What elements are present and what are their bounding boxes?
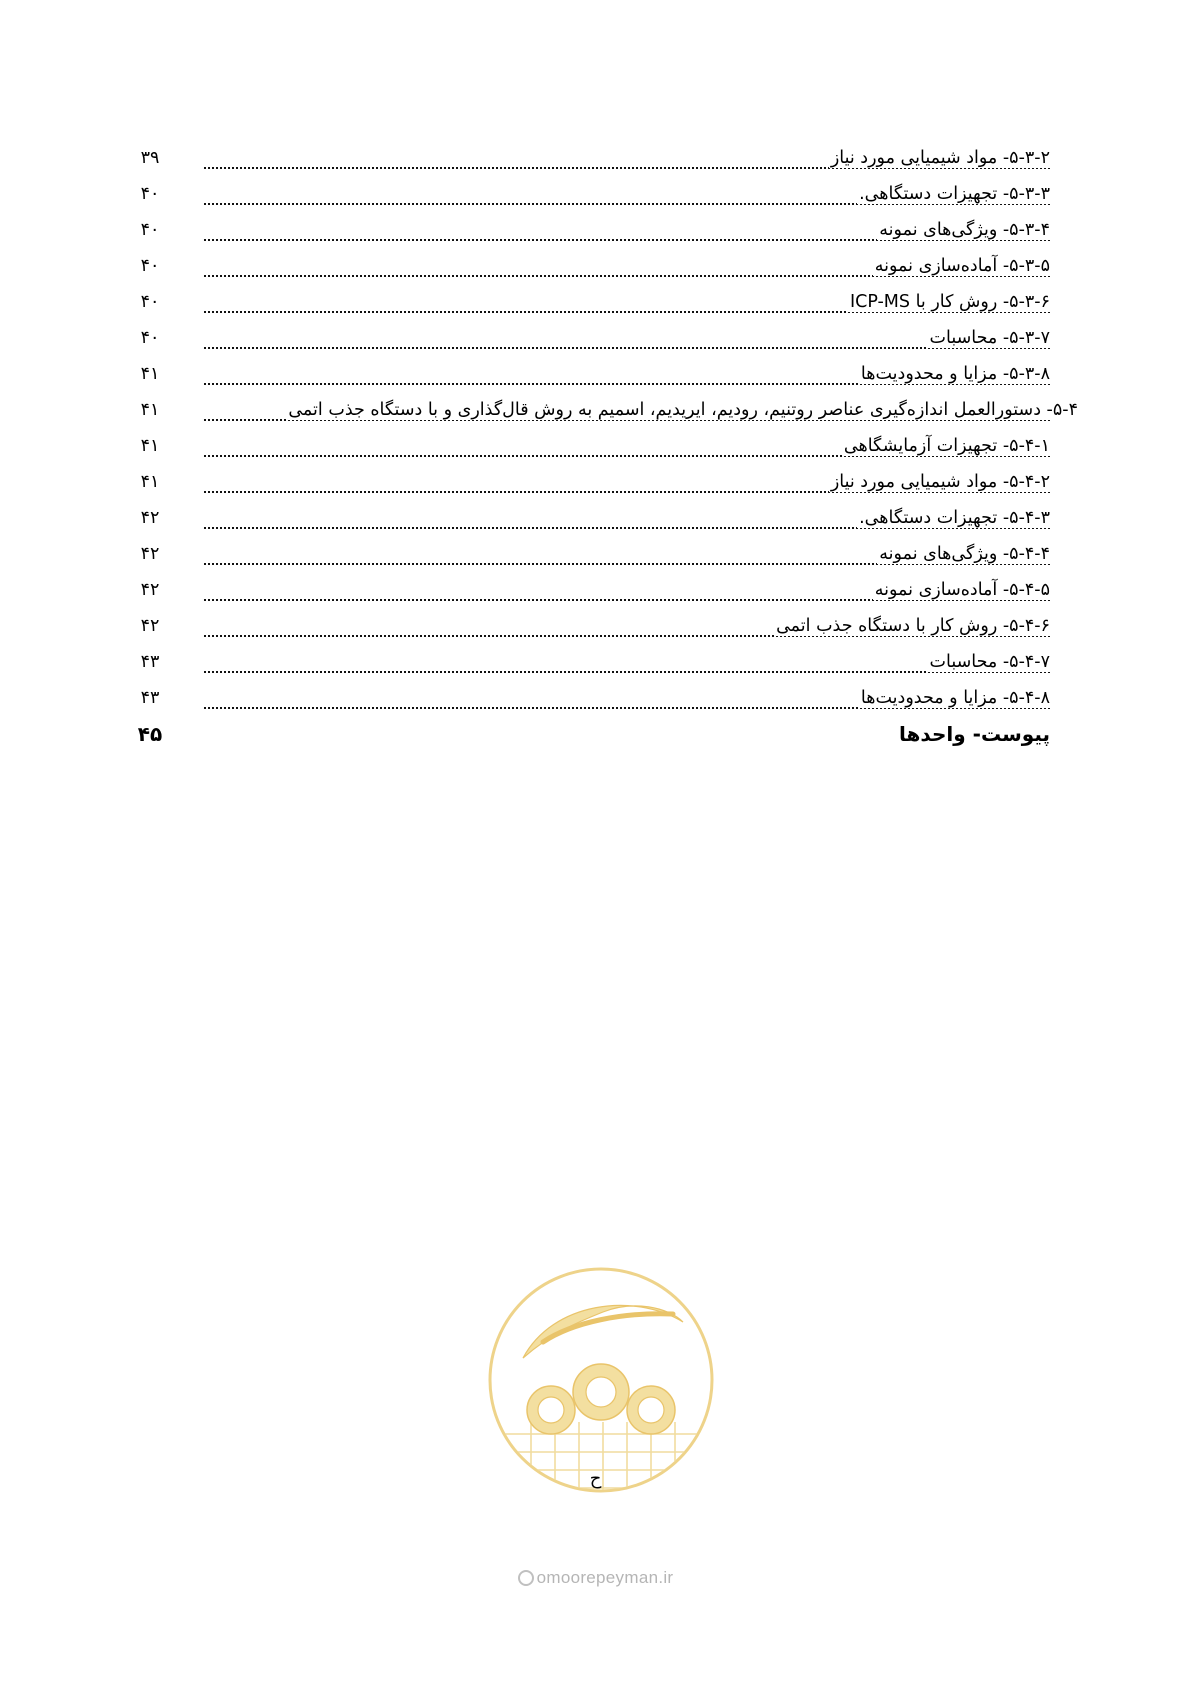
toc-entry-page: ۴۱: [140, 436, 160, 456]
toc-entry-page: ۴۰: [140, 292, 160, 312]
toc-entry-page: ۴۱: [140, 364, 160, 384]
toc-entry-title: ۵-۴-۲- مواد شیمیایی مورد نیاز: [830, 472, 1050, 492]
toc-entry[interactable]: [130, 470, 1050, 506]
toc-entry-title: ۵-۴- دستورالعمل اندازه‌گیری عناصر روتنیم، رودیم، ایریدیم، اسمیم به روش قال‌گذاری و با دستگاه جذب اتمی: [288, 400, 1078, 420]
toc-entry-title: ۵-۴-۸- مزایا و محدودیت‌ها: [860, 688, 1050, 708]
page-number: ح: [589, 1468, 602, 1489]
toc-entry-title: ۵-۴-۷- محاسبات: [929, 652, 1050, 672]
toc-entry-page: ۴۲: [140, 544, 160, 564]
toc-entry-title: ۵-۳-۵- آماده‌سازی نمونه: [874, 256, 1050, 276]
table-of-contents: [130, 146, 1078, 758]
toc-entry-page: ۴۳: [140, 652, 160, 672]
toc-entry[interactable]: [130, 290, 1050, 326]
toc-entry-page: ۴۰: [140, 220, 160, 240]
toc-entry-title: ۵-۴-۳- تجهیزات دستگاهی.: [859, 508, 1050, 528]
toc-entry[interactable]: [130, 362, 1050, 398]
dot-leader: [204, 347, 1050, 349]
toc-entry-title: ۵-۴-۶- روش کار با دستگاه جذب اتمی: [776, 616, 1050, 636]
toc-entry[interactable]: [130, 146, 1050, 182]
toc-entry[interactable]: [130, 182, 1050, 218]
omoorepeyman-logo-watermark: [483, 1262, 719, 1498]
toc-entry-page: ۴۳: [140, 688, 160, 708]
toc-entry-page: ۴۰: [140, 256, 160, 276]
at-sign-icon: [518, 1570, 534, 1586]
toc-entry[interactable]: [130, 686, 1050, 722]
toc-entry-page: ۴۱: [140, 400, 160, 420]
dot-leader: [204, 671, 1050, 673]
toc-entry-page: ۴۲: [140, 616, 160, 636]
toc-entry-title: ۵-۴-۵- آماده‌سازی نمونه: [874, 580, 1050, 600]
watermark-url: [0, 1568, 1191, 1588]
toc-entry-title: ۵-۳-۶- روش کار با ICP-MS: [849, 292, 1050, 312]
toc-entry-page: ۴۲: [140, 508, 160, 528]
toc-entry[interactable]: [130, 578, 1050, 614]
toc-entry-title: ۵-۳-۴- ویژگی‌های نمونه: [879, 220, 1050, 240]
toc-entry[interactable]: [130, 614, 1050, 650]
toc-appendix-entry[interactable]: [130, 722, 1050, 758]
toc-entry[interactable]: [130, 218, 1050, 254]
toc-entry-title: ۵-۳-۸- مزایا و محدودیت‌ها: [860, 364, 1050, 384]
toc-entry[interactable]: [130, 398, 1078, 434]
toc-entry-title: ۵-۳-۷- محاسبات: [929, 328, 1050, 348]
toc-entry-page: ۴۰: [140, 328, 160, 348]
toc-entry[interactable]: [130, 326, 1050, 362]
toc-entry-page: ۴۰: [140, 184, 160, 204]
toc-entry[interactable]: [130, 542, 1050, 578]
toc-entry[interactable]: [130, 506, 1050, 542]
toc-entry[interactable]: [130, 650, 1050, 686]
toc-entry-title: ۵-۴-۱- تجهیزات آزمایشگاهی: [843, 436, 1050, 456]
toc-entry[interactable]: [130, 434, 1050, 470]
toc-entry[interactable]: [130, 254, 1050, 290]
toc-entry-page: ۴۱: [140, 472, 160, 492]
toc-entry-title: ۵-۳-۲- مواد شیمیایی مورد نیاز: [830, 148, 1050, 168]
watermark-url-text: omoorepeyman.ir: [536, 1568, 674, 1587]
toc-entry-page: ۴۲: [140, 580, 160, 600]
toc-appendix-page: ۴۵: [137, 722, 163, 746]
toc-entry-page: ۳۹: [140, 148, 160, 168]
toc-appendix-title: پیوست- واحدها: [899, 722, 1050, 746]
toc-entry-title: ۵-۳-۳- تجهیزات دستگاهی.: [859, 184, 1050, 204]
toc-entry-title: ۵-۴-۴- ویژگی‌های نمونه: [879, 544, 1050, 564]
